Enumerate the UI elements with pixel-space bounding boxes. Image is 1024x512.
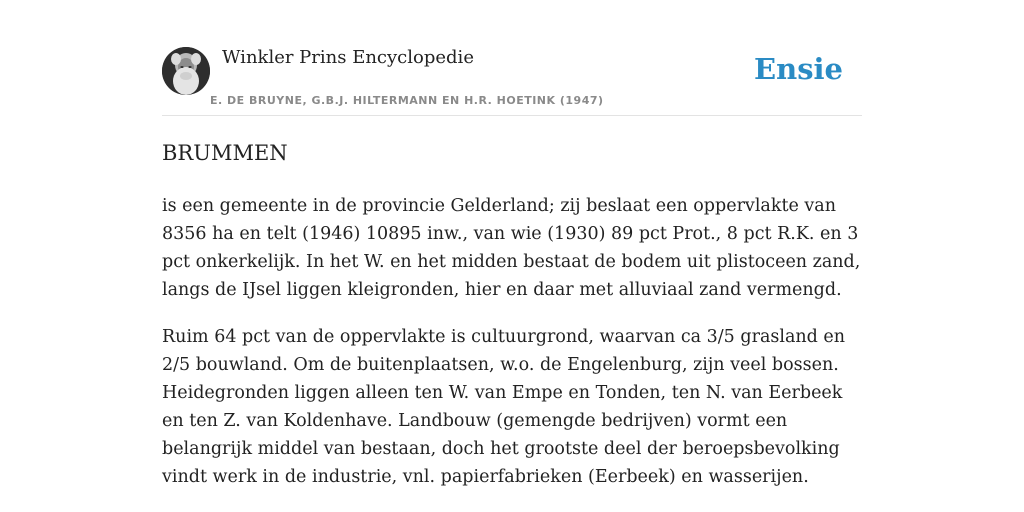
entry-paragraph: is een gemeente in de provincie Gelderland; zij beslaat een oppervlakte van 8356 ha en telt (1946) 10895 inw., van wie (1930) 89 pct Prot., 8 pct R.K. en 3 pct onkerkelijk. In het W. en het midden bestaat de bodem uit plistoceen zand, langs de IJsel liggen kleigronden, hier en daar met alluviaal zand vermengd.	[162, 196, 861, 300]
entry-paragraph: Ruim 64 pct van de oppervlakte is cultuurgrond, waarvan ca 3/5 grasland en 2/5 bouwland. Om de buitenplaatsen, w.o. de Engelenburg, zijn veel bossen. Heidegronden liggen alleen ten W. van Empe en Tonden, ten N. van Eerbeek en ten Z. van Koldenhave. Landbouw (gemengde bedrijven) vormt een belangrijk middel van bestaan, doch het grootste deel der beroepsbevolking vindt werk in de industrie, vnl. papierfabrieken (Eerbeek) en wasserijen.	[162, 327, 846, 487]
authors-credit: E. DE BRUYNE, G.B.J. HILTERMANN EN H.R. HOETINK (1947)	[210, 94, 604, 107]
site-title[interactable]: Winkler Prins Encyclopedie	[222, 47, 474, 68]
site-header	[162, 42, 862, 116]
entry-body	[162, 192, 862, 510]
author-portrait-icon	[162, 47, 210, 95]
author-avatar	[162, 47, 210, 95]
entry-title: BRUMMEN	[162, 141, 288, 165]
brand-logo[interactable]: Ensie	[754, 52, 843, 86]
